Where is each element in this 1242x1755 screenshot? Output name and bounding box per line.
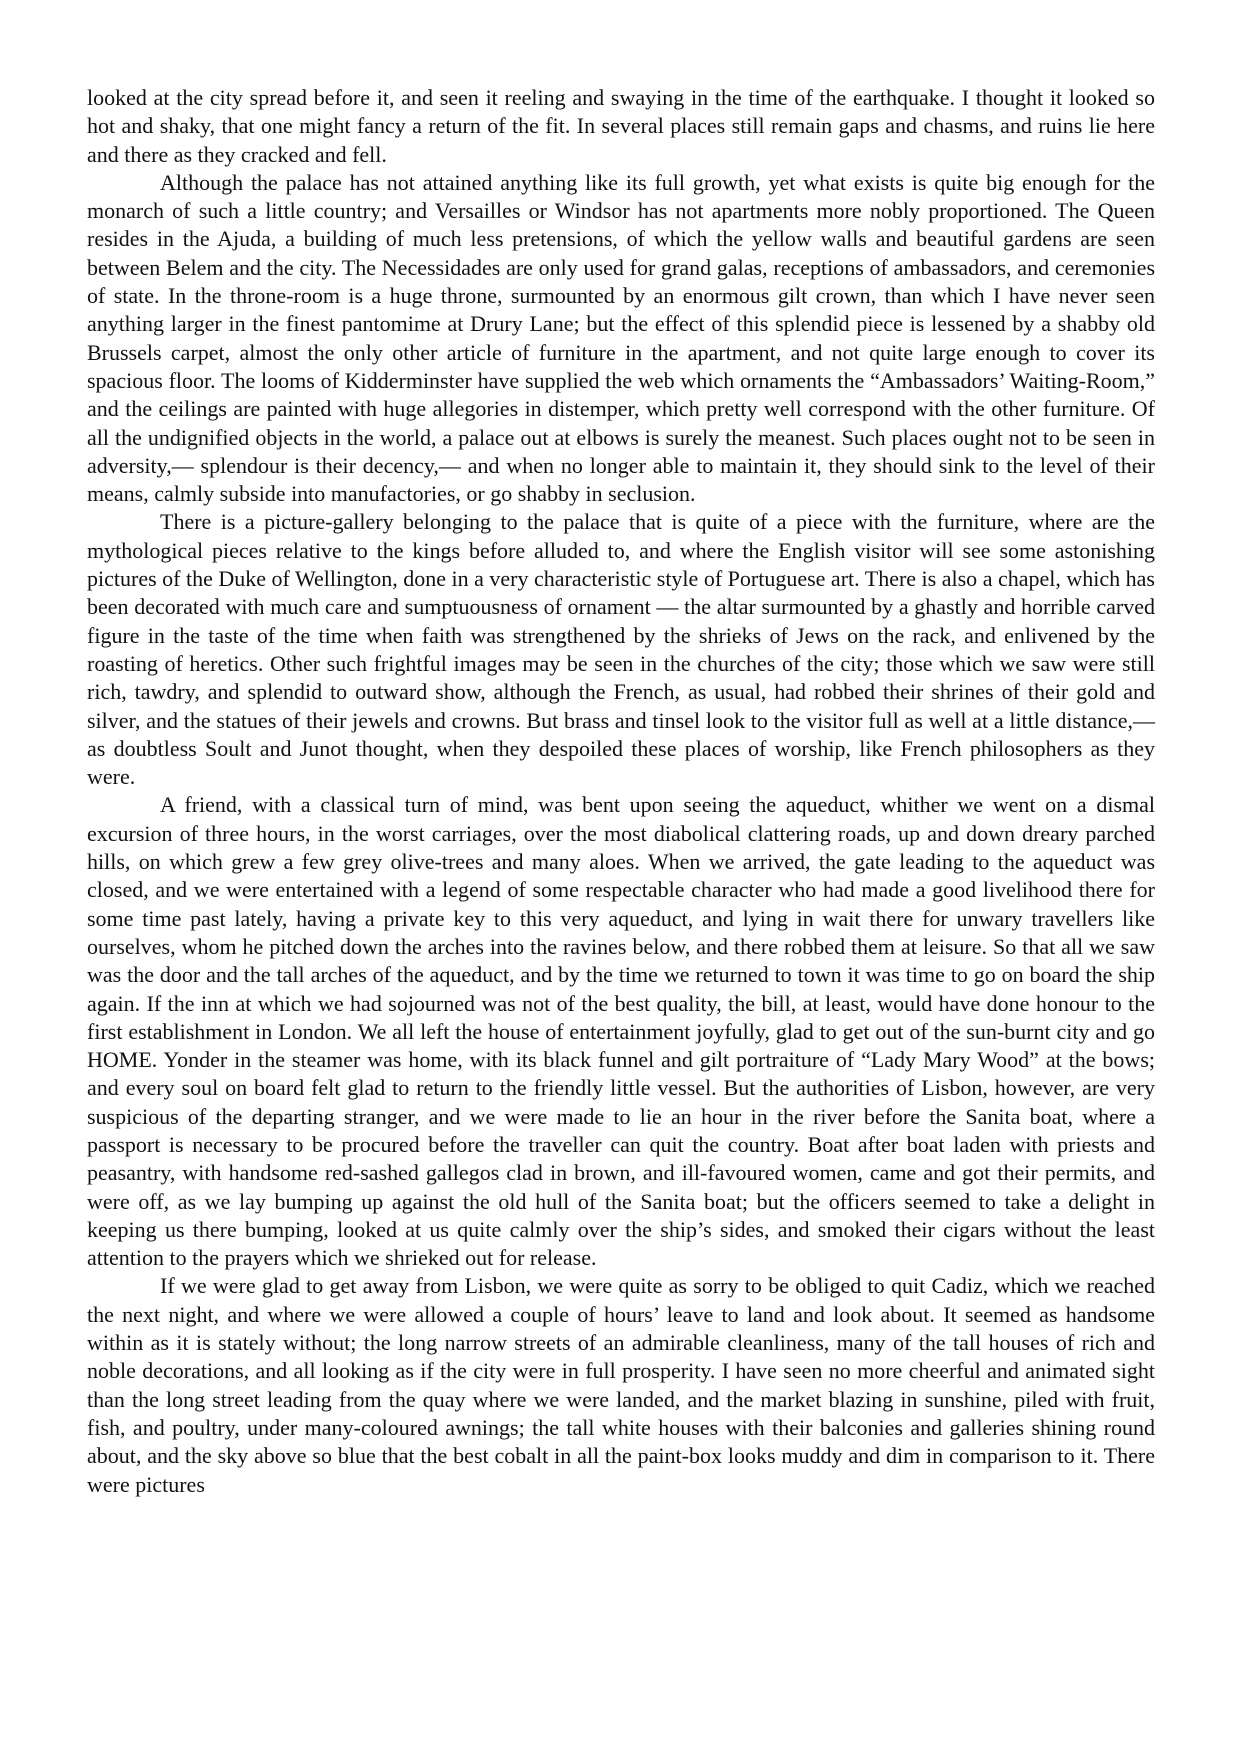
paragraph-aqueduct: A friend, with a classical turn of mind, was bent upon seeing the aqueduct, whither we went on a dismal excursion of three hours, in the worst carriages, over the most diabolical clattering roads, up and down dreary parched hills, on which grew a few grey olive-trees and many aloes. When we arrived, the gate leading to the aqueduct was closed, and we were entertained with a legend of some respectable character who had made a good livelihood there for some time past lately, having a private key to this very aqueduct, and lying in wait there for unwary travellers like ourselves, whom he pitched down the arches into the ravines below, and there robbed them at leisure. So that all we saw was the door and the tall arches of the aqueduct, and by the time we returned to town it was time to go on board the ship again. If the inn at which we had sojourned was not of the best quality, the bill, at least, would have done honour to the first establishment in London. We all left the house of entertainment joyfully, glad to get out of the sun-burnt city and go HOME. Yonder in the steamer was home, with its black funnel and gilt portraiture of “Lady Mary Wood” at the bows; and every soul on board felt glad to return to the friendly little vessel. But the authorities of Lisbon, however, are very suspicious of the departing stranger, and we were made to lie an hour in the river before the Sanita boat, where a passport is necessary to be procured before the traveller can quit the country. Boat after boat laden with priests and peasantry, with handsome red-sashed gallegos clad in brown, and ill-favoured women, came and got their permits, and were off, as we lay bumping up against the old hull of the Sanita boat; but the officers seemed to take a delight in keeping us there bumping, looked at us quite calmly over the ship’s sides, and smoked their cigars without the least attention to the prayers which we shrieked out for release. <box>87 792 1155 1271</box>
paragraph-picture-gallery: There is a picture-gallery belonging to the palace that is quite of a piece with the furniture, where are the mythological pieces relative to the kings before alluded to, and where the English visitor will see some astonishing pictures of the Duke of Wellington, done in a very characteristic style of Portuguese art. There is also a chapel, which has been decorated with much care and sumptuousness of ornament — the altar surmounted by a ghastly and horrible carved figure in the taste of the time when faith was strengthened by the shrieks of Jews on the rack, and enlivened by the roasting of heretics. Other such frightful images may be seen in the churches of the city; those which we saw were still rich, tawdry, and splendid to outward show, although the French, as usual, had robbed their shrines of their gold and silver, and the statues of their jewels and crowns. But brass and tinsel look to the visitor full as well at a little distance,— as doubtless Soult and Junot thought, when they despoiled these places of worship, like French philosophers as they were. <box>87 509 1155 790</box>
paragraph-cadiz: If we were glad to get away from Lisbon, we were quite as sorry to be obliged to quit Cadiz, which we reached the next night, and where we were allowed a couple of hours’ leave to land and look about. It seemed as handsome within as it is stately without; the long narrow streets of an admirable cleanliness, many of the tall houses of rich and noble decorations, and all looking as if the city were in full prosperity. I have seen no more cheerful and animated sight than the long street leading from the quay where we were landed, and the market blazing in sunshine, piled with fruit, fish, and poultry, under many-coloured awnings; the tall white houses with their balconies and galleries shining round about, and the sky above so blue that the best cobalt in all the paint-box looks muddy and dim in comparison to it. There were pictures <box>87 1273 1155 1497</box>
document-page <box>87 84 1155 1499</box>
paragraph-palace: Although the palace has not attained anything like its full growth, yet what exists is quite big enough for the monarch of such a little country; and Versailles or Windsor has not apartments more nobly proportioned. The Queen resides in the Ajuda, a building of much less pretensions, of which the yellow walls and beautiful gardens are seen between Belem and the city. The Necessidades are only used for grand galas, receptions of ambassadors, and ceremonies of state. In the throne-room is a huge throne, surmounted by an enormous gilt crown, than which I have never seen anything larger in the finest pantomime at Drury Lane; but the effect of this splendid piece is lessened by a shabby old Brussels carpet, almost the only other article of furniture in the apartment, and not quite large enough to cover its spacious floor. The looms of Kidderminster have supplied the web which ornaments the “Ambassadors’ Waiting-Room,” and the ceilings are painted with huge allegories in distemper, which pretty well correspond with the other furniture. Of all the undignified objects in the world, a palace out at elbows is surely the meanest. Such places ought not to be seen in adversity,— splendour is their decency,— and when no longer able to maintain it, they should sink to the level of their means, calmly subside into manufactories, or go shabby in seclusion. <box>87 169 1155 507</box>
paragraph-continuation: looked at the city spread before it, and seen it reeling and swaying in the time of the earthquake. I thought it looked so hot and shaky, that one might fancy a return of the fit. In several places still remain gaps and chasms, and ruins lie here and there as they cracked and fell. <box>87 85 1155 167</box>
